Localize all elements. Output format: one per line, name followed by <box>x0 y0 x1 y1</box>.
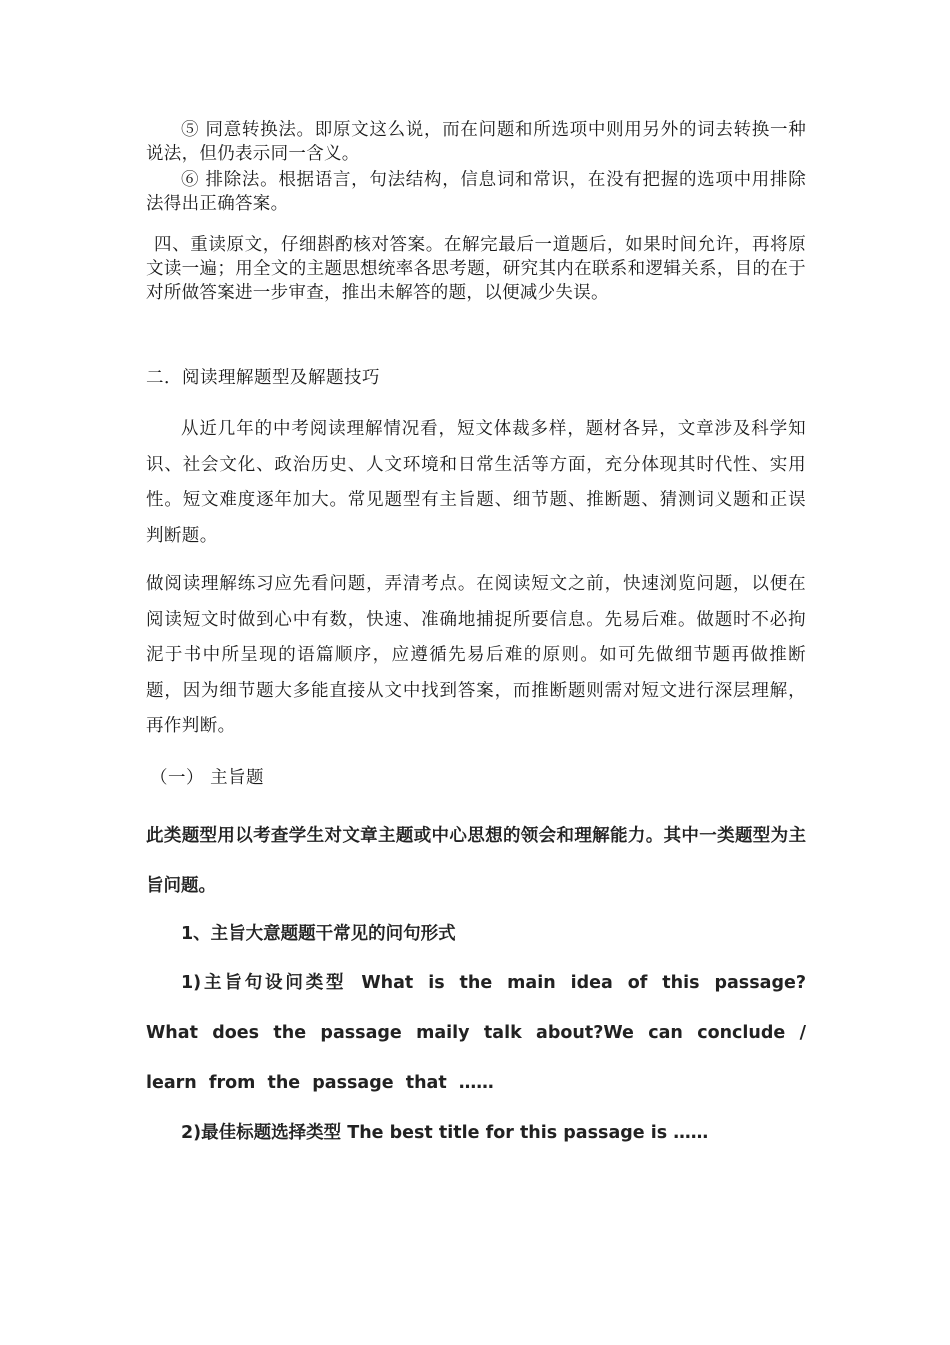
point-1-heading: 1、主旨大意题题干常见的问句形式 <box>181 924 456 944</box>
practice-paragraph: 做阅读理解练习应先看问题，弄清考点。在阅读短文之前，快速浏览问题，以便在阅读短文时做到心中有数，快速、准确地捕捉所要信息。先易后难。做题时不必拘泥于书中所呈现的语篇顺序，应遵循先易后难的原则。如可先做细节题再做推断题，因为细节题大多能直接从文中找到答案，而推断题则需对短文进行深层理解，再作判断。 <box>146 574 806 736</box>
subsection-1-heading: （一） 主旨题 <box>150 768 265 788</box>
section-2-heading: 二．阅读理解题型及解题技巧 <box>146 368 380 388</box>
method-item-5: ⑤ 同意转换法。即原文这么说，而在问题和所选项中则用另外的词去转换一种说法，但仍表示同一含义。 <box>146 120 806 164</box>
intro-paragraph: 从近几年的中考阅读理解情况看，短文体裁多样，题材各异，文章涉及科学知识、社会文化、政治历史、人文环境和日常生活等方面，充分体现其时代性、实用性。短文难度逐年加大。常见题型有主旨题、细节题、推断题、猜测词义题和正误判断题。 <box>146 419 806 546</box>
point-1-main-idea-questions: 1)主旨句设问类型 What is the main idea of this passage?What does the passage maily talk about?We can conclude / learn from the passage that …… <box>146 973 806 1093</box>
subsection-1-description: 此类题型用以考查学生对文章主题或中心思想的领会和理解能力。其中一类题型为主旨问题。 <box>146 826 806 896</box>
step-4-paragraph: 四、重读原文，仔细斟酌核对答案。在解完最后一道题后，如果时间允许，再将原文读一遍；用全文的主题思想统率各思考题，研究其内在联系和逻辑关系，目的在于对所做答案进一步审查，推出未解答的题，以便减少失误。 <box>146 235 806 303</box>
point-1-best-title-question: 2)最佳标题选择类型 The best title for this passage is …… <box>181 1123 709 1143</box>
method-item-6: ⑥ 排除法。根据语言，句法结构，信息词和常识，在没有把握的选项中用排除法得出正确答案。 <box>146 170 806 214</box>
